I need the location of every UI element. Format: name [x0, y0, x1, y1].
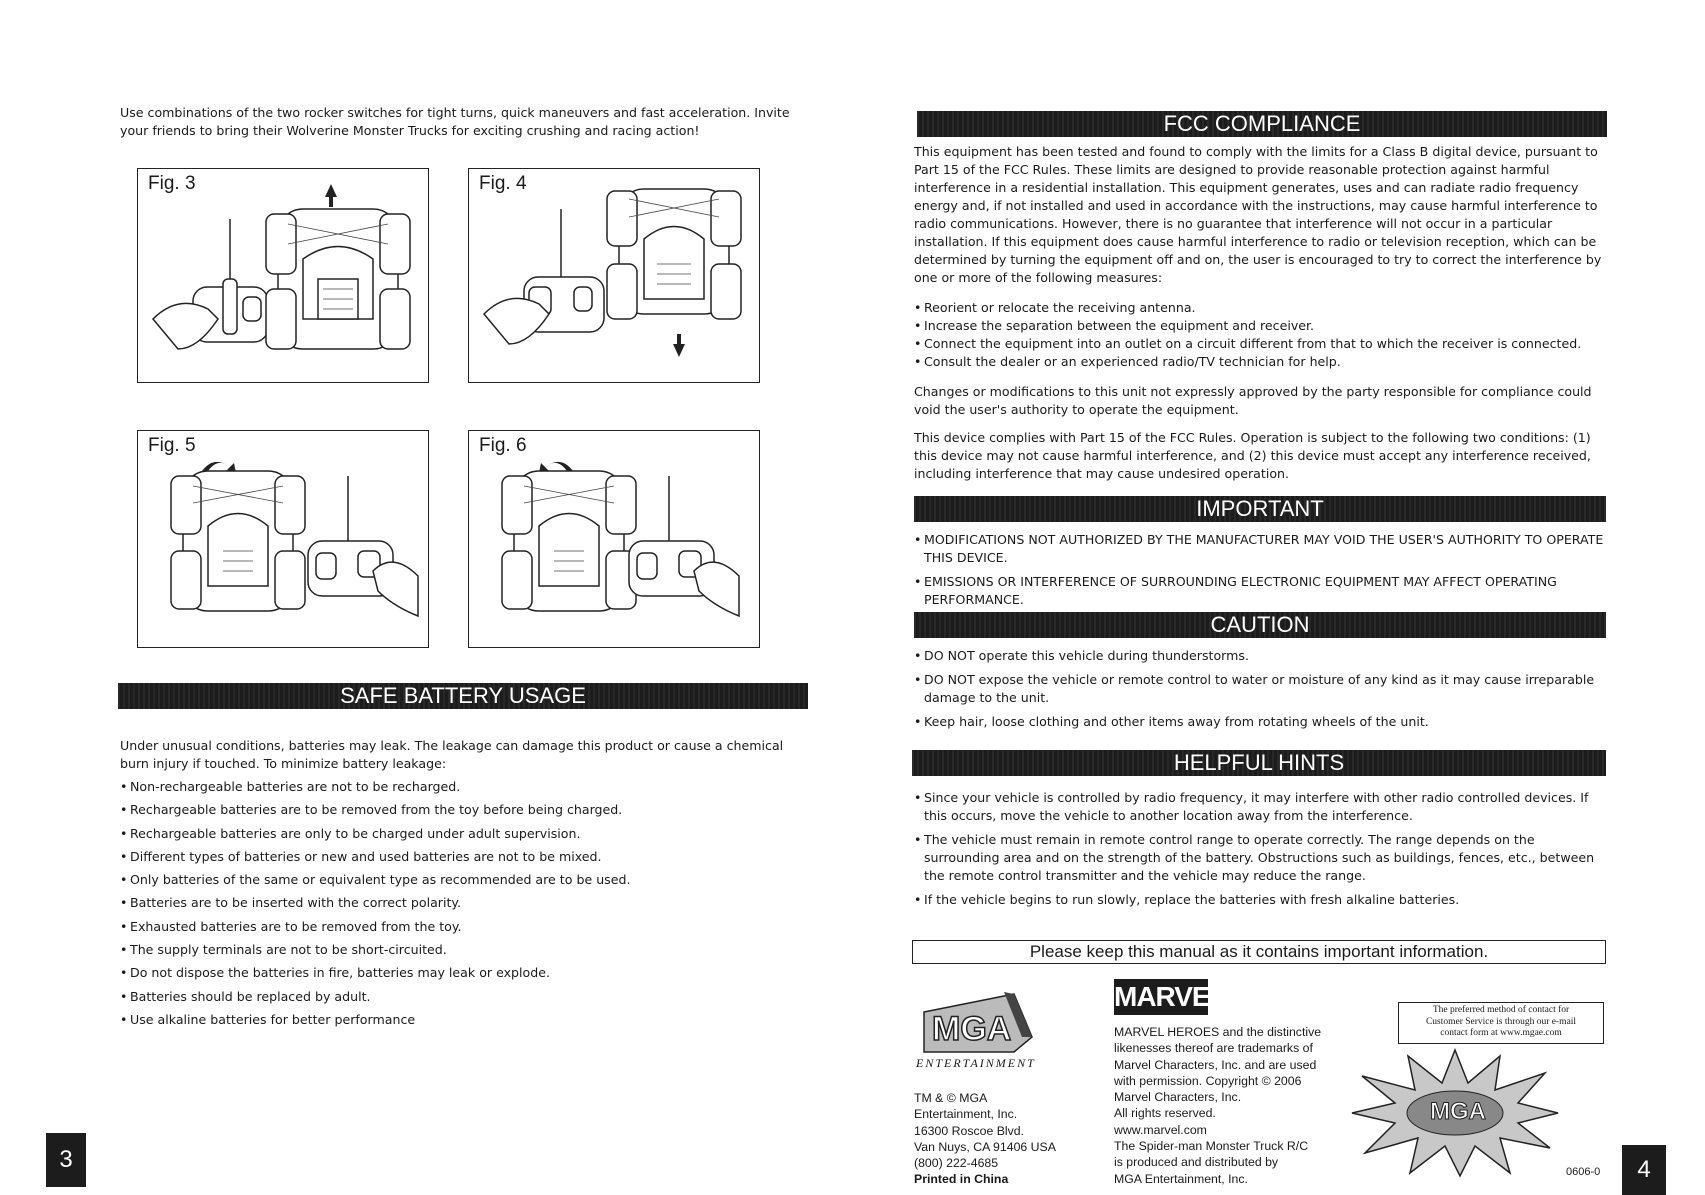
- figure-label: Fig. 5: [148, 435, 196, 456]
- list-item: • The supply terminals are not to be short-circuited.: [120, 938, 810, 961]
- credit-line: Marvel Characters, Inc.: [1114, 1090, 1242, 1105]
- list-item: • Non-rechargeable batteries are not to be recharged.: [120, 775, 810, 798]
- page-number-right: 4: [1622, 1145, 1666, 1195]
- contact-line: contact form at www.mgae.com: [1440, 1028, 1562, 1038]
- address-line: Van Nuys, CA 91406 USA: [914, 1139, 1056, 1154]
- list-item: • MODIFICATIONS NOT AUTHORIZED BY THE MANUFACTURER MAY VOID THE USER'S AUTHORITY TO OPERATE THIS DEVICE.: [914, 531, 1610, 567]
- list-item: • Increase the separation between the equipment and receiver.: [914, 317, 1610, 335]
- list-item: • Consult the dealer or an experienced radio/TV technician for help.: [914, 353, 1610, 371]
- list-item: • Different types of batteries or new and used batteries are not to be mixed.: [120, 845, 810, 868]
- caution-section-header: CAUTION: [914, 612, 1606, 638]
- figure-5: [137, 430, 429, 648]
- address-line: (800) 222-4685: [914, 1156, 999, 1171]
- list-item: • Keep hair, loose clothing and other items away from rotating wheels of the unit.: [914, 713, 1610, 731]
- starburst-badge: [1350, 1048, 1560, 1178]
- list-item: • EMISSIONS OR INTERFERENCE OF SURROUNDING ELECTRONIC EQUIPMENT MAY AFFECT OPERATING PERFORMANCE.: [914, 573, 1610, 609]
- credit-line: with permission. Copyright © 2006: [1114, 1073, 1302, 1088]
- address-line: TM & © MGA: [914, 1091, 988, 1105]
- mga-address: [914, 1090, 1074, 1188]
- keep-manual-notice: Please keep this manual as it contains important information.: [912, 940, 1606, 964]
- page-number-left: 3: [46, 1133, 86, 1187]
- list-item: • DO NOT operate this vehicle during thunderstorms.: [914, 647, 1610, 665]
- credit-line: MGA Entertainment, Inc.: [1114, 1171, 1248, 1186]
- battery-intro: Under unusual conditions, batteries may leak. The leakage can damage this product or cause a chemical burn injury if touched. To minimize battery leakage:: [120, 738, 784, 771]
- figure-6: [468, 430, 760, 648]
- hints-section-header: HELPFUL HINTS: [912, 750, 1606, 776]
- credit-line: All rights reserved.: [1114, 1106, 1216, 1121]
- credit-line: is produced and distributed by: [1114, 1155, 1279, 1170]
- list-item: • DO NOT expose the vehicle or remote control to water or moisture of any kind as it may cause irreparable damage to the unit.: [914, 671, 1610, 707]
- credit-line: The Spider-man Monster Truck R/C: [1114, 1139, 1309, 1154]
- truck-remote-illustration: [138, 169, 428, 382]
- battery-section-header: SAFE BATTERY USAGE: [118, 683, 808, 709]
- starburst-text: MGA: [1430, 1098, 1486, 1125]
- credit-line: www.marvel.com: [1114, 1122, 1207, 1137]
- fcc-paragraph-2: Changes or modifications to this unit not expressly approved by the party responsible for compliance could void the user's authority to operate the equipment.: [914, 384, 1592, 417]
- mga-logo-text: MGA: [932, 1010, 1012, 1048]
- fcc-paragraph-3: This device complies with Part 15 of the FCC Rules. Operation is subject to the following two conditions: (1) this device may not cause harmful interference, and (2) this device must accept any interference received, including interference that may cause undesired operation.: [914, 430, 1591, 481]
- contact-line: The preferred method of contact for: [1432, 1005, 1570, 1015]
- credit-line: Marvel Characters, Inc. and are used: [1114, 1057, 1317, 1072]
- battery-list: [120, 775, 810, 1031]
- list-item: • Since your vehicle is controlled by radio frequency, it may interfere with other radio controlled devices. If this occurs, move the vehicle to another location away from the interference.: [914, 789, 1610, 825]
- figure-label: Fig. 6: [479, 435, 527, 456]
- credit-line: likenesses thereof are trademarks of: [1114, 1041, 1313, 1056]
- intro-text: Use combinations of the two rocker switches for tight turns, quick maneuvers and fast acceleration. Invite your friends to bring their Wolverine Monster Trucks for exciting crushing and racing action!: [120, 105, 790, 138]
- figure-3: [137, 168, 429, 383]
- fcc-paragraph-1: This equipment has been tested and found to comply with the limits for a Class B digital device, pursuant to Part 15 of the FCC Rules. These limits are designed to provide reasonable protection against harmful interference in a residential installation. This equipment generates, uses and can radiate radio frequency energy and, if not installed and used in accordance with the instructions, may cause harmful interference to radio communications. However, there is no guarantee that interference will not occur in a particular installation. If this equipment does cause harmful interference to radio or television reception, which can be determined by turning the equipment off and on, the user is encouraged to try to correct the interference by one or more of the following measures:: [914, 144, 1602, 285]
- credit-line: MARVEL HEROES and the distinctive: [1114, 1025, 1322, 1039]
- hints-list: [914, 789, 1610, 909]
- truck-remote-illustration: [469, 169, 759, 382]
- address-line: 16300 Roscoe Blvd.: [914, 1123, 1025, 1138]
- figure-label: Fig. 3: [148, 173, 196, 194]
- marvel-credits: [1114, 1024, 1354, 1187]
- list-item: • Use alkaline batteries for better performance: [120, 1008, 810, 1031]
- list-item: • Connect the equipment into an outlet on a circuit different from that to which the receiver is connected.: [914, 335, 1610, 353]
- figure-4: [468, 168, 760, 383]
- document-code: 0606-0: [1566, 1166, 1601, 1178]
- figure-label: Fig. 4: [479, 173, 527, 194]
- mga-logo: [914, 992, 1054, 1082]
- printed-in: Printed in China: [914, 1172, 1009, 1187]
- list-item: • Only batteries of the same or equivalent type as recommended are to be used.: [120, 868, 810, 891]
- list-item: • The vehicle must remain in remote control range to operate correctly. The range depends on the surrounding area and on the strength of the battery. Obstructions such as buildings, fences, etc., between the remote control transmitter and the vehicle may reduce the range.: [914, 831, 1610, 885]
- list-item: • If the vehicle begins to run slowly, replace the batteries with fresh alkaline batteries.: [914, 891, 1610, 909]
- contact-line: Customer Service is through our e-mail: [1425, 1016, 1577, 1027]
- list-item: • Do not dispose the batteries in fire, batteries may leak or explode.: [120, 961, 810, 984]
- address-line: Entertainment, Inc.: [914, 1107, 1018, 1122]
- truck-remote-illustration: [138, 431, 428, 647]
- list-item: • Reorient or relocate the receiving antenna.: [914, 299, 1610, 317]
- caution-list: [914, 647, 1610, 731]
- list-item: • Exhausted batteries are to be removed from the toy.: [120, 915, 810, 938]
- mga-logo-subtext: ENTERTAINMENT: [916, 1056, 1036, 1070]
- important-section-header: IMPORTANT: [914, 496, 1606, 522]
- list-item: • Batteries should be replaced by adult.: [120, 985, 810, 1008]
- down-arrow-icon: [673, 334, 685, 357]
- truck-remote-illustration: [469, 431, 759, 647]
- fcc-measures-list: [914, 299, 1610, 371]
- important-list: [914, 531, 1610, 609]
- list-item: • Rechargeable batteries are only to be charged under adult supervision.: [120, 822, 810, 845]
- up-arrow-icon: [325, 184, 337, 207]
- list-item: • Batteries are to be inserted with the correct polarity.: [120, 891, 810, 914]
- contact-box: [1398, 1002, 1604, 1044]
- marvel-logo: MARVEL: [1114, 979, 1208, 1015]
- fcc-section-header: FCC COMPLIANCE: [917, 111, 1607, 137]
- list-item: • Rechargeable batteries are to be removed from the toy before being charged.: [120, 798, 810, 821]
